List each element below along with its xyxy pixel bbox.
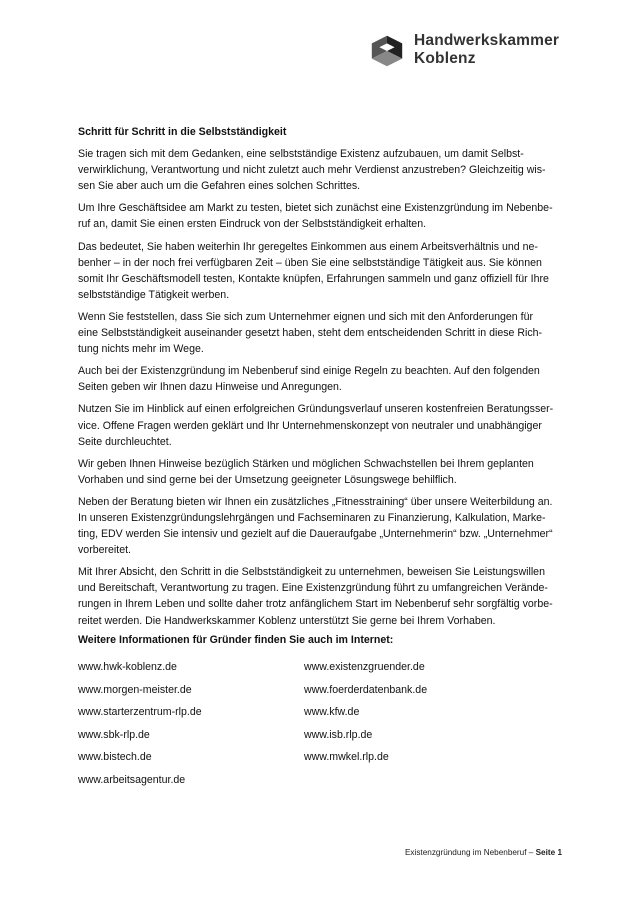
paragraph <box>78 146 564 194</box>
link-row <box>78 749 564 772</box>
link-row <box>78 727 564 750</box>
paragraph-line: Seite durchleuchtet. <box>78 435 172 448</box>
website-link[interactable]: www.foerderdatenbank.de <box>304 683 428 696</box>
paragraph-line: somit Ihr Geschäftsmodell testen, Kontakte knüpfen, Erfahrungen sammeln und ganz offiziell für Ihre <box>78 272 549 285</box>
logo-text <box>414 32 559 68</box>
links-list <box>78 659 564 795</box>
paragraph-line: ruf an, damit Sie einen ersten Eindruck von der Selbstständigkeit erhalten. <box>78 218 427 231</box>
paragraph-line: eine Selbstständigkeit auseinander gesetzt haben, steht dem entscheidenden Schritt in diese Rich- <box>78 327 543 340</box>
paragraph <box>78 309 564 357</box>
paragraph <box>78 401 564 449</box>
paragraph-line: und Bereitschaft, Verantwortung zu tragen. Eine Existenzgründung führt zu umfangreichen Verände- <box>78 582 548 595</box>
website-link[interactable]: www.kfw.de <box>304 706 360 719</box>
paragraph-line: vice. Offene Fragen werden geklärt und Ihr Unternehmenskonzept von neutraler und unabhängiger <box>78 419 542 432</box>
document-body <box>78 124 564 635</box>
paragraph <box>78 456 564 488</box>
footer-text: Existenzgründung im Nebenberuf – <box>404 848 536 857</box>
link-row <box>78 772 564 795</box>
website-link[interactable]: www.arbeitsagentur.de <box>78 773 186 786</box>
paragraph <box>78 200 564 232</box>
paragraph-line: sen Sie aber auch um die Gefahren eines solchen Schrittes. <box>78 180 361 193</box>
paragraph-line: Mit Ihrer Absicht, den Schritt in die Selbstständigkeit zu unternehmen, beweisen Sie Leistungswillen <box>78 566 545 579</box>
link-row <box>78 704 564 727</box>
paragraph <box>78 494 564 558</box>
paragraph-line: Nutzen Sie im Hinblick auf einen erfolgreichen Gründungsverlauf unseren kostenfreien Beratungsser- <box>78 403 554 416</box>
paragraph-line: Seiten geben wir Ihnen dazu Hinweise und Anregungen. <box>78 381 342 394</box>
links-title: Weitere Informationen für Gründer finden Sie auch im Internet: <box>78 634 394 646</box>
paragraph-line: reitet werden. Die Handwerkskammer Koblenz unterstützt Sie gerne bei Ihrem Vorhaben. <box>78 614 496 627</box>
website-link[interactable]: www.bistech.de <box>78 751 152 764</box>
logo-line-1: Handwerkskammer <box>414 32 560 49</box>
paragraph-line: Wir geben Ihnen Hinweise bezüglich Stärken und möglichen Schwachstellen bei Ihrem geplanten <box>78 457 534 470</box>
paragraph-list <box>78 146 564 629</box>
website-link[interactable]: www.starterzentrum-rlp.de <box>78 706 202 719</box>
paragraph-line: selbstständige Tätigkeit werben. <box>78 288 230 301</box>
website-link[interactable]: www.isb.rlp.de <box>304 728 373 741</box>
paragraph-line: verwirklichung, Verantwortung und nicht zuletzt auch mehr Verdienst anzustreben? Gleichzeitig wis- <box>78 164 546 177</box>
website-link[interactable]: www.sbk-rlp.de <box>78 728 150 741</box>
paragraph <box>78 564 564 628</box>
hwk-logo-icon <box>368 32 406 70</box>
page-footer <box>405 848 562 857</box>
website-link[interactable]: www.morgen-meister.de <box>78 683 192 696</box>
website-link[interactable]: www.mwkel.rlp.de <box>304 751 389 764</box>
paragraph-line: Neben der Beratung bieten wir Ihnen ein zusätzliches „Fitnesstraining“ über unsere Weiterbildung an. <box>78 495 553 508</box>
paragraph-line: Auch bei der Existenzgründung im Nebenberuf sind einige Regeln zu beachten. Auf den folgenden <box>78 365 540 378</box>
paragraph-line: Sie tragen sich mit dem Gedanken, eine selbstständige Existenz aufzubauen, um damit Selbst- <box>78 148 524 161</box>
paragraph-line: ting, EDV werden Sie intensiv und gezielt auf die Daueraufgabe „Unternehmerin“ bzw. „Unternehmer“ <box>78 528 553 541</box>
paragraph-line: In unseren Existenzgründungslehrgängen und Fachseminaren zu Finanzierung, Kalkulation, Marke- <box>78 511 546 524</box>
paragraph-line: benher – in der noch frei verfügbaren Zeit – üben Sie eine selbstständige Tätigkeit aus. Sie können <box>78 256 542 269</box>
hwk-logo <box>368 30 568 74</box>
paragraph <box>78 363 564 395</box>
paragraph-line: tung nichts mehr im Wege. <box>78 343 204 356</box>
link-row <box>78 659 564 682</box>
paragraph-line: Um Ihre Geschäftsidee am Markt zu testen, bietet sich zunächst eine Existenzgründung im Nebenbe- <box>78 202 553 215</box>
paragraph <box>78 239 564 303</box>
paragraph-line: vorbereitet. <box>78 544 131 557</box>
document-title: Schritt für Schritt in die Selbstständigkeit <box>78 126 287 138</box>
website-link[interactable]: www.hwk-koblenz.de <box>78 661 177 673</box>
link-row <box>78 682 564 705</box>
paragraph-line: Wenn Sie feststellen, dass Sie sich zum Unternehmer eignen und sich mit den Anforderungen für <box>78 310 533 323</box>
logo-line-2: Koblenz <box>414 50 476 67</box>
website-link[interactable]: www.existenzgruender.de <box>304 661 425 673</box>
paragraph-line: rungen in Ihrem Leben und sollte daher trotz anfänglichem Start im Nebenberuf sehr sorgfältig vorbe- <box>78 598 553 611</box>
paragraph-line: Das bedeutet, Sie haben weiterhin Ihr geregeltes Einkommen aus einem Arbeitsverhältnis und ne- <box>78 240 538 253</box>
page-number: Seite 1 <box>535 848 562 857</box>
paragraph-line: Vorhaben und sind gerne bei der Umsetzung geeigneter Lösungswege behilflich. <box>78 473 457 486</box>
